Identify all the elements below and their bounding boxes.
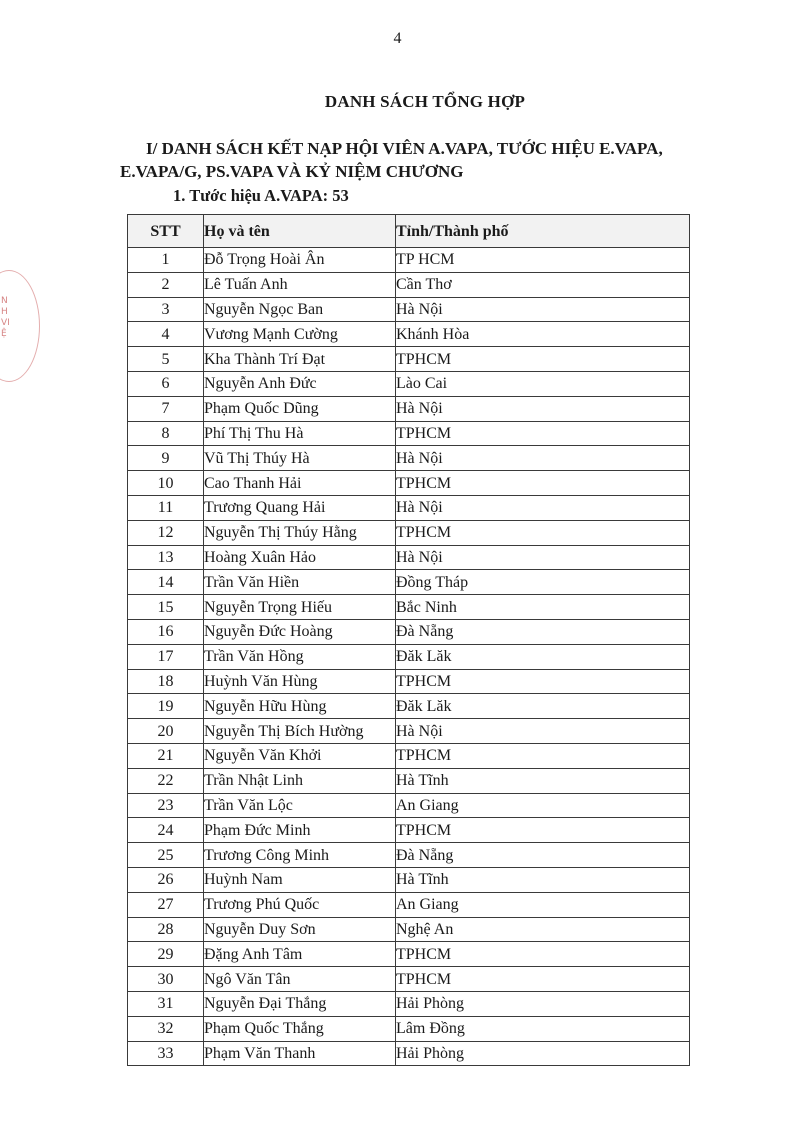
cell-full-name: Nguyễn Đại Thắng <box>204 991 396 1016</box>
cell-stt: 24 <box>128 818 204 843</box>
table-row <box>128 843 690 868</box>
table-row <box>128 446 690 471</box>
header-province-city: Tỉnh/Thành phố <box>396 215 690 248</box>
cell-stt: 8 <box>128 421 204 446</box>
cell-full-name: Nguyễn Văn Khởi <box>204 743 396 768</box>
cell-stt: 5 <box>128 347 204 372</box>
cell-stt: 17 <box>128 644 204 669</box>
cell-stt: 18 <box>128 669 204 694</box>
cell-stt: 4 <box>128 322 204 347</box>
table-row <box>128 991 690 1016</box>
cell-province-city: Hải Phòng <box>396 1041 690 1066</box>
cell-province-city: Lào Cai <box>396 371 690 396</box>
cell-province-city: TPHCM <box>396 520 690 545</box>
table-row <box>128 892 690 917</box>
cell-full-name: Nguyễn Thị Bích Hường <box>204 719 396 744</box>
cell-full-name: Nguyễn Trọng Hiếu <box>204 595 396 620</box>
cell-stt: 32 <box>128 1016 204 1041</box>
members-table <box>127 214 690 1066</box>
table-row <box>128 942 690 967</box>
cell-full-name: Vương Mạnh Cường <box>204 322 396 347</box>
cell-stt: 25 <box>128 843 204 868</box>
cell-full-name: Trần Văn Hồng <box>204 644 396 669</box>
cell-province-city: TPHCM <box>396 967 690 992</box>
cell-full-name: Nguyễn Duy Sơn <box>204 917 396 942</box>
cell-province-city: Hà Nội <box>396 545 690 570</box>
cell-province-city: Hà Nội <box>396 297 690 322</box>
table-row <box>128 495 690 520</box>
cell-full-name: Phạm Quốc Thắng <box>204 1016 396 1041</box>
cell-full-name: Đỗ Trọng Hoài Ân <box>204 248 396 273</box>
cell-full-name: Trần Văn Lộc <box>204 793 396 818</box>
cell-stt: 20 <box>128 719 204 744</box>
cell-stt: 31 <box>128 991 204 1016</box>
cell-province-city: TPHCM <box>396 347 690 372</box>
cell-stt: 11 <box>128 495 204 520</box>
cell-stt: 21 <box>128 743 204 768</box>
cell-stt: 16 <box>128 619 204 644</box>
table-row <box>128 669 690 694</box>
cell-stt: 19 <box>128 694 204 719</box>
cell-province-city: Hà Tĩnh <box>396 768 690 793</box>
cell-full-name: Nguyễn Anh Đức <box>204 371 396 396</box>
cell-province-city: Bắc Ninh <box>396 595 690 620</box>
cell-full-name: Trương Công Minh <box>204 843 396 868</box>
cell-full-name: Kha Thành Trí Đạt <box>204 347 396 372</box>
table-row <box>128 595 690 620</box>
page-number: 4 <box>393 30 402 47</box>
cell-province-city: Nghệ An <box>396 917 690 942</box>
cell-full-name: Nguyễn Hữu Hùng <box>204 694 396 719</box>
cell-stt: 23 <box>128 793 204 818</box>
cell-full-name: Huỳnh Văn Hùng <box>204 669 396 694</box>
cell-full-name: Trương Phú Quốc <box>204 892 396 917</box>
cell-province-city: Hà Nội <box>396 495 690 520</box>
cell-stt: 13 <box>128 545 204 570</box>
cell-stt: 33 <box>128 1041 204 1066</box>
table-row <box>128 818 690 843</box>
table-row <box>128 570 690 595</box>
table-row <box>128 719 690 744</box>
table-header-row <box>128 215 690 248</box>
cell-province-city: Cần Thơ <box>396 272 690 297</box>
cell-province-city: Hà Tĩnh <box>396 867 690 892</box>
cell-stt: 6 <box>128 371 204 396</box>
table-row <box>128 644 690 669</box>
cell-full-name: Nguyễn Đức Hoàng <box>204 619 396 644</box>
cell-full-name: Phạm Văn Thanh <box>204 1041 396 1066</box>
table-row <box>128 421 690 446</box>
cell-full-name: Phạm Đức Minh <box>204 818 396 843</box>
table-row <box>128 793 690 818</box>
cell-stt: 1 <box>128 248 204 273</box>
cell-stt: 27 <box>128 892 204 917</box>
table-row <box>128 967 690 992</box>
table-row <box>128 917 690 942</box>
table-row <box>128 520 690 545</box>
cell-stt: 10 <box>128 471 204 496</box>
table-row <box>128 396 690 421</box>
cell-stt: 3 <box>128 297 204 322</box>
cell-full-name: Trần Nhật Linh <box>204 768 396 793</box>
cell-full-name: Trương Quang Hải <box>204 495 396 520</box>
table-row <box>128 743 690 768</box>
cell-province-city: Khánh Hòa <box>396 322 690 347</box>
cell-stt: 30 <box>128 967 204 992</box>
cell-province-city: Hà Nội <box>396 446 690 471</box>
header-stt: STT <box>128 215 204 248</box>
cell-full-name: Lê Tuấn Anh <box>204 272 396 297</box>
cell-stt: 7 <box>128 396 204 421</box>
cell-province-city: TP HCM <box>396 248 690 273</box>
cell-province-city: TPHCM <box>396 818 690 843</box>
table-row <box>128 867 690 892</box>
cell-full-name: Trần Văn Hiền <box>204 570 396 595</box>
sub-heading: 1. Tước hiệu A.VAPA: 53 <box>173 186 349 205</box>
table-row <box>128 322 690 347</box>
cell-province-city: TPHCM <box>396 421 690 446</box>
cell-stt: 9 <box>128 446 204 471</box>
cell-full-name: Ngô Văn Tân <box>204 967 396 992</box>
cell-stt: 14 <box>128 570 204 595</box>
cell-province-city: Đà Nẵng <box>396 619 690 644</box>
table-row <box>128 694 690 719</box>
stamp-text: NH VIỆ <box>1 296 10 339</box>
table-row <box>128 471 690 496</box>
cell-province-city: An Giang <box>396 793 690 818</box>
cell-full-name: Phạm Quốc Dũng <box>204 396 396 421</box>
cell-full-name: Phí Thị Thu Hà <box>204 421 396 446</box>
cell-province-city: TPHCM <box>396 669 690 694</box>
document-title: DANH SÁCH TỔNG HỢP <box>324 92 526 111</box>
cell-stt: 22 <box>128 768 204 793</box>
cell-full-name: Huỳnh Nam <box>204 867 396 892</box>
cell-stt: 29 <box>128 942 204 967</box>
table-row <box>128 1016 690 1041</box>
section-heading: I/ DANH SÁCH KẾT NẠP HỘI VIÊN A.VAPA, TƯỚC HIỆU E.VAPA, E.VAPA/G, PS.VAPA VÀ KỶ NIỆM CHƯƠNG <box>120 139 663 181</box>
cell-province-city: TPHCM <box>396 942 690 967</box>
cell-full-name: Cao Thanh Hải <box>204 471 396 496</box>
cell-full-name: Vũ Thị Thúy Hà <box>204 446 396 471</box>
cell-full-name: Nguyễn Thị Thúy Hằng <box>204 520 396 545</box>
cell-province-city: Đồng Tháp <box>396 570 690 595</box>
cell-full-name: Hoàng Xuân Hảo <box>204 545 396 570</box>
table-row <box>128 272 690 297</box>
cell-stt: 2 <box>128 272 204 297</box>
cell-province-city: Hà Nội <box>396 396 690 421</box>
cell-province-city: Đà Nẵng <box>396 843 690 868</box>
cell-province-city: TPHCM <box>396 471 690 496</box>
table-row <box>128 619 690 644</box>
cell-province-city: Đăk Lăk <box>396 694 690 719</box>
header-full-name: Họ và tên <box>204 215 396 248</box>
cell-province-city: Đăk Lăk <box>396 644 690 669</box>
cell-stt: 26 <box>128 867 204 892</box>
cell-province-city: An Giang <box>396 892 690 917</box>
table-body <box>128 248 690 1066</box>
table-row <box>128 545 690 570</box>
cell-full-name: Nguyễn Ngọc Ban <box>204 297 396 322</box>
cell-province-city: TPHCM <box>396 743 690 768</box>
table-row <box>128 1041 690 1066</box>
table-row <box>128 768 690 793</box>
cell-province-city: Lâm Đồng <box>396 1016 690 1041</box>
table-row <box>128 347 690 372</box>
cell-province-city: Hà Nội <box>396 719 690 744</box>
cell-full-name: Đặng Anh Tâm <box>204 942 396 967</box>
table-row <box>128 297 690 322</box>
cell-stt: 12 <box>128 520 204 545</box>
cell-stt: 15 <box>128 595 204 620</box>
cell-stt: 28 <box>128 917 204 942</box>
table-row <box>128 248 690 273</box>
table-row <box>128 371 690 396</box>
cell-province-city: Hải Phòng <box>396 991 690 1016</box>
